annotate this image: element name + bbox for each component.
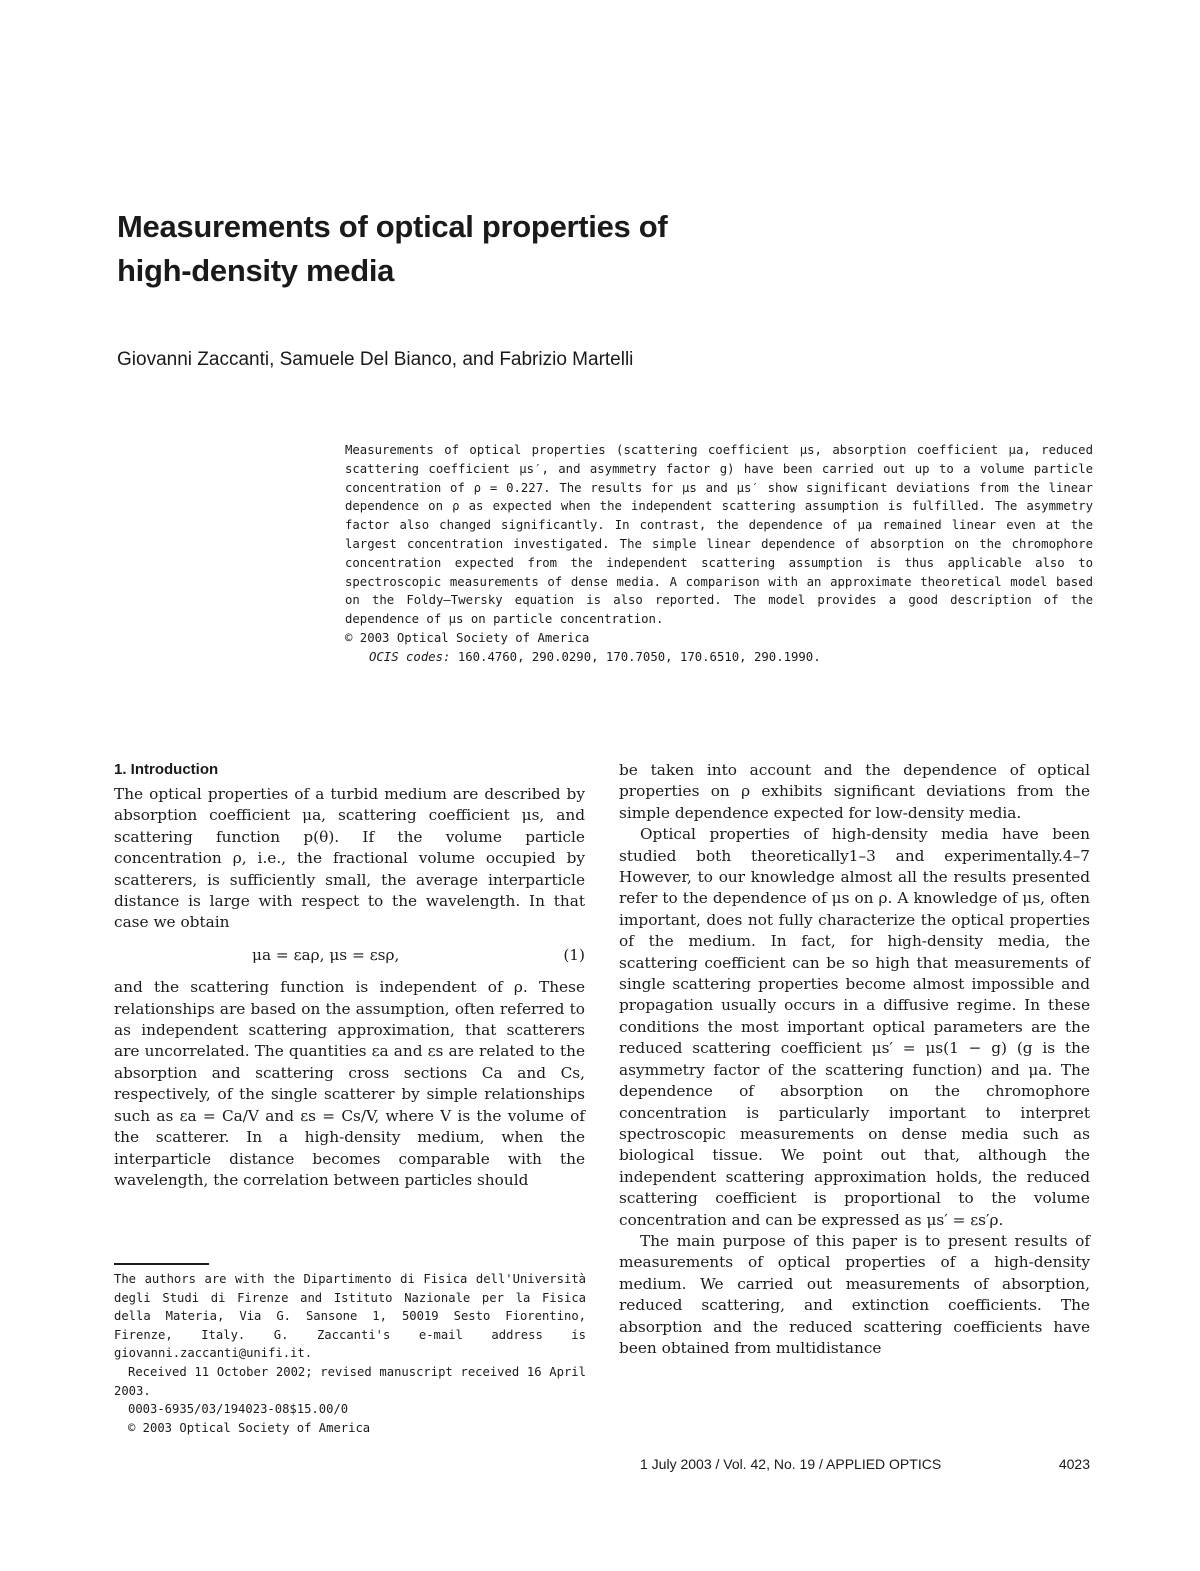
- section-heading: 1. Introduction: [114, 761, 219, 778]
- equation-1: [114, 945, 585, 966]
- abstract: [345, 441, 1093, 667]
- right-paragraph-2: Optical properties of high-density media have been studied both theoretically1–3 and experimentally.4–7 However, to our knowledge almost all the results presented refer to the dependence of μs on ρ. A knowledge of μs, often important, does not fully characterize the optical properties of the medium. In fact, for high-density media, the scattering coefficient can be so high that measurements of single scattering properties become almost impossible and propagation usually occurs in a diffusive regime. In these conditions the most important optical parameters are the reduced scattering coefficient μs′ = μs(1 − g) (g is the asymmetry factor of the scattering function) and μa. The dependence of absorption on the chromophore concentration is particularly important to interpret spectroscopic measurements on dense media such as biological tissue. We point out that, although the independent scattering approximation holds, the reduced scattering coefficient is proportional to the volume concentration and can be expressed as μs′ = εs′ρ.: [619, 825, 1090, 1229]
- title-line-1: Measurements of optical properties of: [117, 209, 668, 244]
- footnote-code: 0003-6935/03/194023-08$15.00/0: [128, 1402, 349, 1417]
- page-number: 4023: [1058, 1456, 1090, 1472]
- ocis-label: OCIS codes:: [369, 649, 451, 664]
- title-line-2: high-density media: [117, 253, 395, 288]
- author-list: Giovanni Zaccanti, Samuele Del Bianco, and Fabrizio Martelli: [117, 349, 634, 370]
- footnote-copyright: © 2003 Optical Society of America: [128, 1420, 371, 1435]
- right-column: [619, 760, 1090, 1359]
- footnote-rule: [114, 1263, 209, 1265]
- abstract-text: Measurements of optical properties (scattering coefficient μs, absorption coefficient μa, reduced scattering coefficient μs′, and asymmetry factor g) have been carried out up to a volume particle concentration of ρ = 0.227. The results for μs and μs′ show significant deviations from the linear dependence on ρ as expected when the independent scattering assumption is fulfilled. The asymmetry factor also changed significantly. In contrast, the dependence of μa remained linear even at the largest concentration investigated. The simple linear dependence of absorption on the chromophore concentration expected from the independent scattering assumption is thus applicable also to spectroscopic measurements of dense media. A comparison with an approximate theoretical model based on the Foldy–Twersky equation is also reported. The model provides a good description of the dependence of μs on particle concentration.: [345, 443, 1093, 627]
- journal-citation: 1 July 2003 / Vol. 42, No. 19 / APPLIED OPTICS: [640, 1456, 942, 1472]
- ocis-codes: [345, 648, 1093, 667]
- footnote-affiliation: The authors are with the Dipartimento di Fisica dell'Università degli Studi di Firenze and Istituto Nazionale per la Fisica della Materia, Via G. Sansone 1, 50019 Sesto Fiorentino, Firenze, Italy. G. Zaccanti's e-mail address is giovanni.zaccanti@unifi.it.: [114, 1272, 586, 1361]
- equation-body: μa = εaρ, μs = εsρ,: [252, 945, 400, 964]
- footnotes: [114, 1270, 586, 1437]
- intro-paragraph-2: and the scattering function is independent of ρ. These relationships are based on the assumption, often referred to as independent scattering approximation, that scatterers are uncorrelated. The quantities εa and εs are related to the absorption and scattering cross sections Ca and Cs, respectively, of the single scatterer by simple relationships such as εa = Ca/V and εs = Cs/V, where V is the volume of the scatterer. In a high-density medium, when the interparticle distance becomes comparable with the wavelength, the correlation between particles should: [114, 978, 585, 1189]
- abstract-copyright: © 2003 Optical Society of America: [345, 630, 590, 645]
- article-title: [117, 205, 877, 293]
- right-paragraph-1: be taken into account and the dependence of optical properties on ρ exhibits significant deviations from the simple dependence expected for low-density media.: [619, 761, 1090, 822]
- footnote-received: Received 11 October 2002; revised manuscript received 16 April 2003.: [114, 1364, 586, 1398]
- intro-paragraph-1: The optical properties of a turbid medium are described by absorption coefficient μa, scattering coefficient μs, and scattering function p(θ). If the volume particle concentration ρ, i.e., the fractional volume occupied by scatterers, is sufficiently small, the average interparticle distance is large with respect to the wavelength. In that case we obtain: [114, 785, 585, 932]
- left-column: [114, 784, 585, 1191]
- running-footer: [640, 1454, 1090, 1474]
- right-paragraph-3: The main purpose of this paper is to present results of measurements of optical properties of a high-density medium. We carried out measurements of absorption, reduced scattering, and extinction coefficients. The absorption and the reduced scattering coefficients have been obtained from multidistance: [619, 1231, 1090, 1357]
- equation-number: (1): [563, 945, 585, 964]
- ocis-values: 160.4760, 290.0290, 170.7050, 170.6510, 290.1990.: [457, 649, 821, 664]
